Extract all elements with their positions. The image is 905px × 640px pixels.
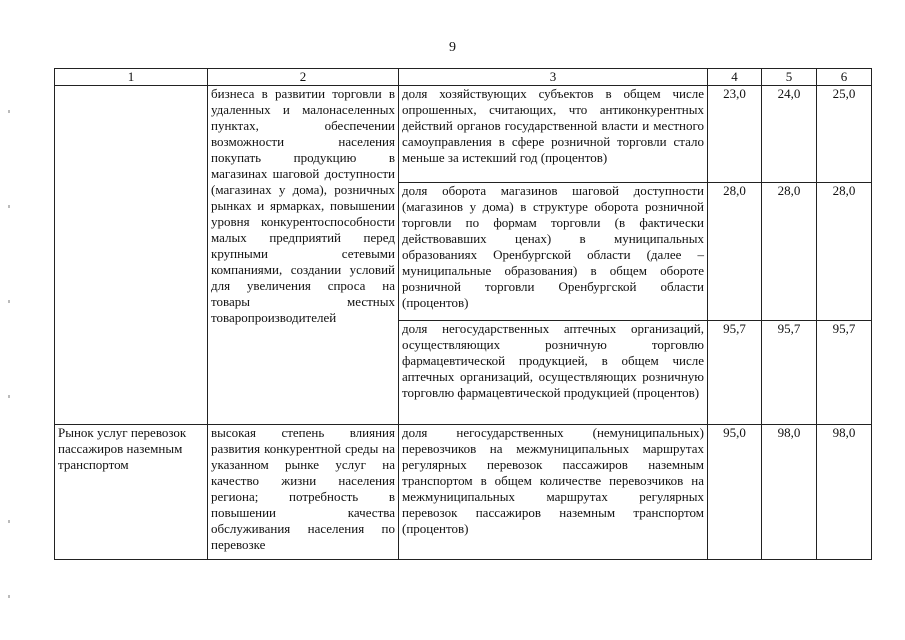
value-cell: 95,0 (708, 425, 762, 560)
value-cell: 95,7 (708, 321, 762, 425)
header-col-6: 6 (817, 69, 872, 86)
scan-margin-mark (8, 595, 10, 598)
header-col-4: 4 (708, 69, 762, 86)
page-number: 9 (449, 40, 456, 55)
header-row (55, 69, 872, 86)
value-cell: 28,0 (762, 183, 817, 321)
value-cell: 23,0 (708, 86, 762, 183)
description-cell: высокая степень влияния развития конкурентной среды на указанном рынке услуг на качество жизни населения региона; потребность в повышении качества обслуживания населения по перевозке (208, 425, 399, 560)
value-cell: 95,7 (762, 321, 817, 425)
market-cell (55, 86, 208, 425)
indicator-table (54, 68, 872, 560)
table-row (55, 86, 872, 183)
value-cell: 28,0 (708, 183, 762, 321)
scan-margin-mark (8, 520, 10, 523)
header-col-2: 2 (208, 69, 399, 86)
table-row (55, 425, 872, 560)
scan-margin-mark (8, 205, 10, 208)
header-col-3: 3 (399, 69, 708, 86)
value-cell: 98,0 (762, 425, 817, 560)
value-cell: 25,0 (817, 86, 872, 183)
value-cell: 28,0 (817, 183, 872, 321)
value-cell: 98,0 (817, 425, 872, 560)
header-col-1: 1 (55, 69, 208, 86)
description-cell: бизнеса в развитии торговли в удаленных и малонаселенных пунктах, обеспечении возможности населения покупать продукцию в магазинах шаговой доступности (магазинах у дома), розничных рынках и ярмарках, повышении уровня конкурентоспособности малых предприятий перед крупными сетевыми компаниями, создании условий для увеличения спроса на товары местных товаропроизводителей (208, 86, 399, 425)
value-cell: 95,7 (817, 321, 872, 425)
indicator-cell: доля негосударственных аптечных организаций, осуществляющих розничную торговлю фармацевтической продукцией, в общем числе аптечных организаций, осуществляющих розничную торговлю фармацевтической продукцией (процентов) (399, 321, 708, 425)
indicator-cell: доля хозяйствующих субъектов в общем числе опрошенных, считающих, что антиконкурентных действий органов государственной власти и местного самоуправления в сфере розничной торговли стало меньше за истекший год (процентов) (399, 86, 708, 183)
header-col-5: 5 (762, 69, 817, 86)
scan-margin-mark (8, 300, 10, 303)
indicator-cell: доля оборота магазинов шаговой доступности (магазинов у дома) в структуре оборота розничной торговли по формам торговли (в фактически действовавших ценах) в муниципальных образованиях Оренбургской области (далее – муниципальные образования) в общем обороте розничной торговли Оренбургской области (процентов) (399, 183, 708, 321)
value-cell: 24,0 (762, 86, 817, 183)
indicator-cell: доля негосударственных (немуниципальных) перевозчиков на межмуниципальных маршрутах регулярных перевозок пассажиров наземным транспортом в общем количестве перевозчиков на межмуниципальных маршрутах регулярных перевозок пассажиров наземным транспортом (процентов) (399, 425, 708, 560)
scan-margin-mark (8, 395, 10, 398)
scan-margin-mark (8, 110, 10, 113)
market-cell: Рынок услуг перевозок пассажиров наземным транспортом (55, 425, 208, 560)
